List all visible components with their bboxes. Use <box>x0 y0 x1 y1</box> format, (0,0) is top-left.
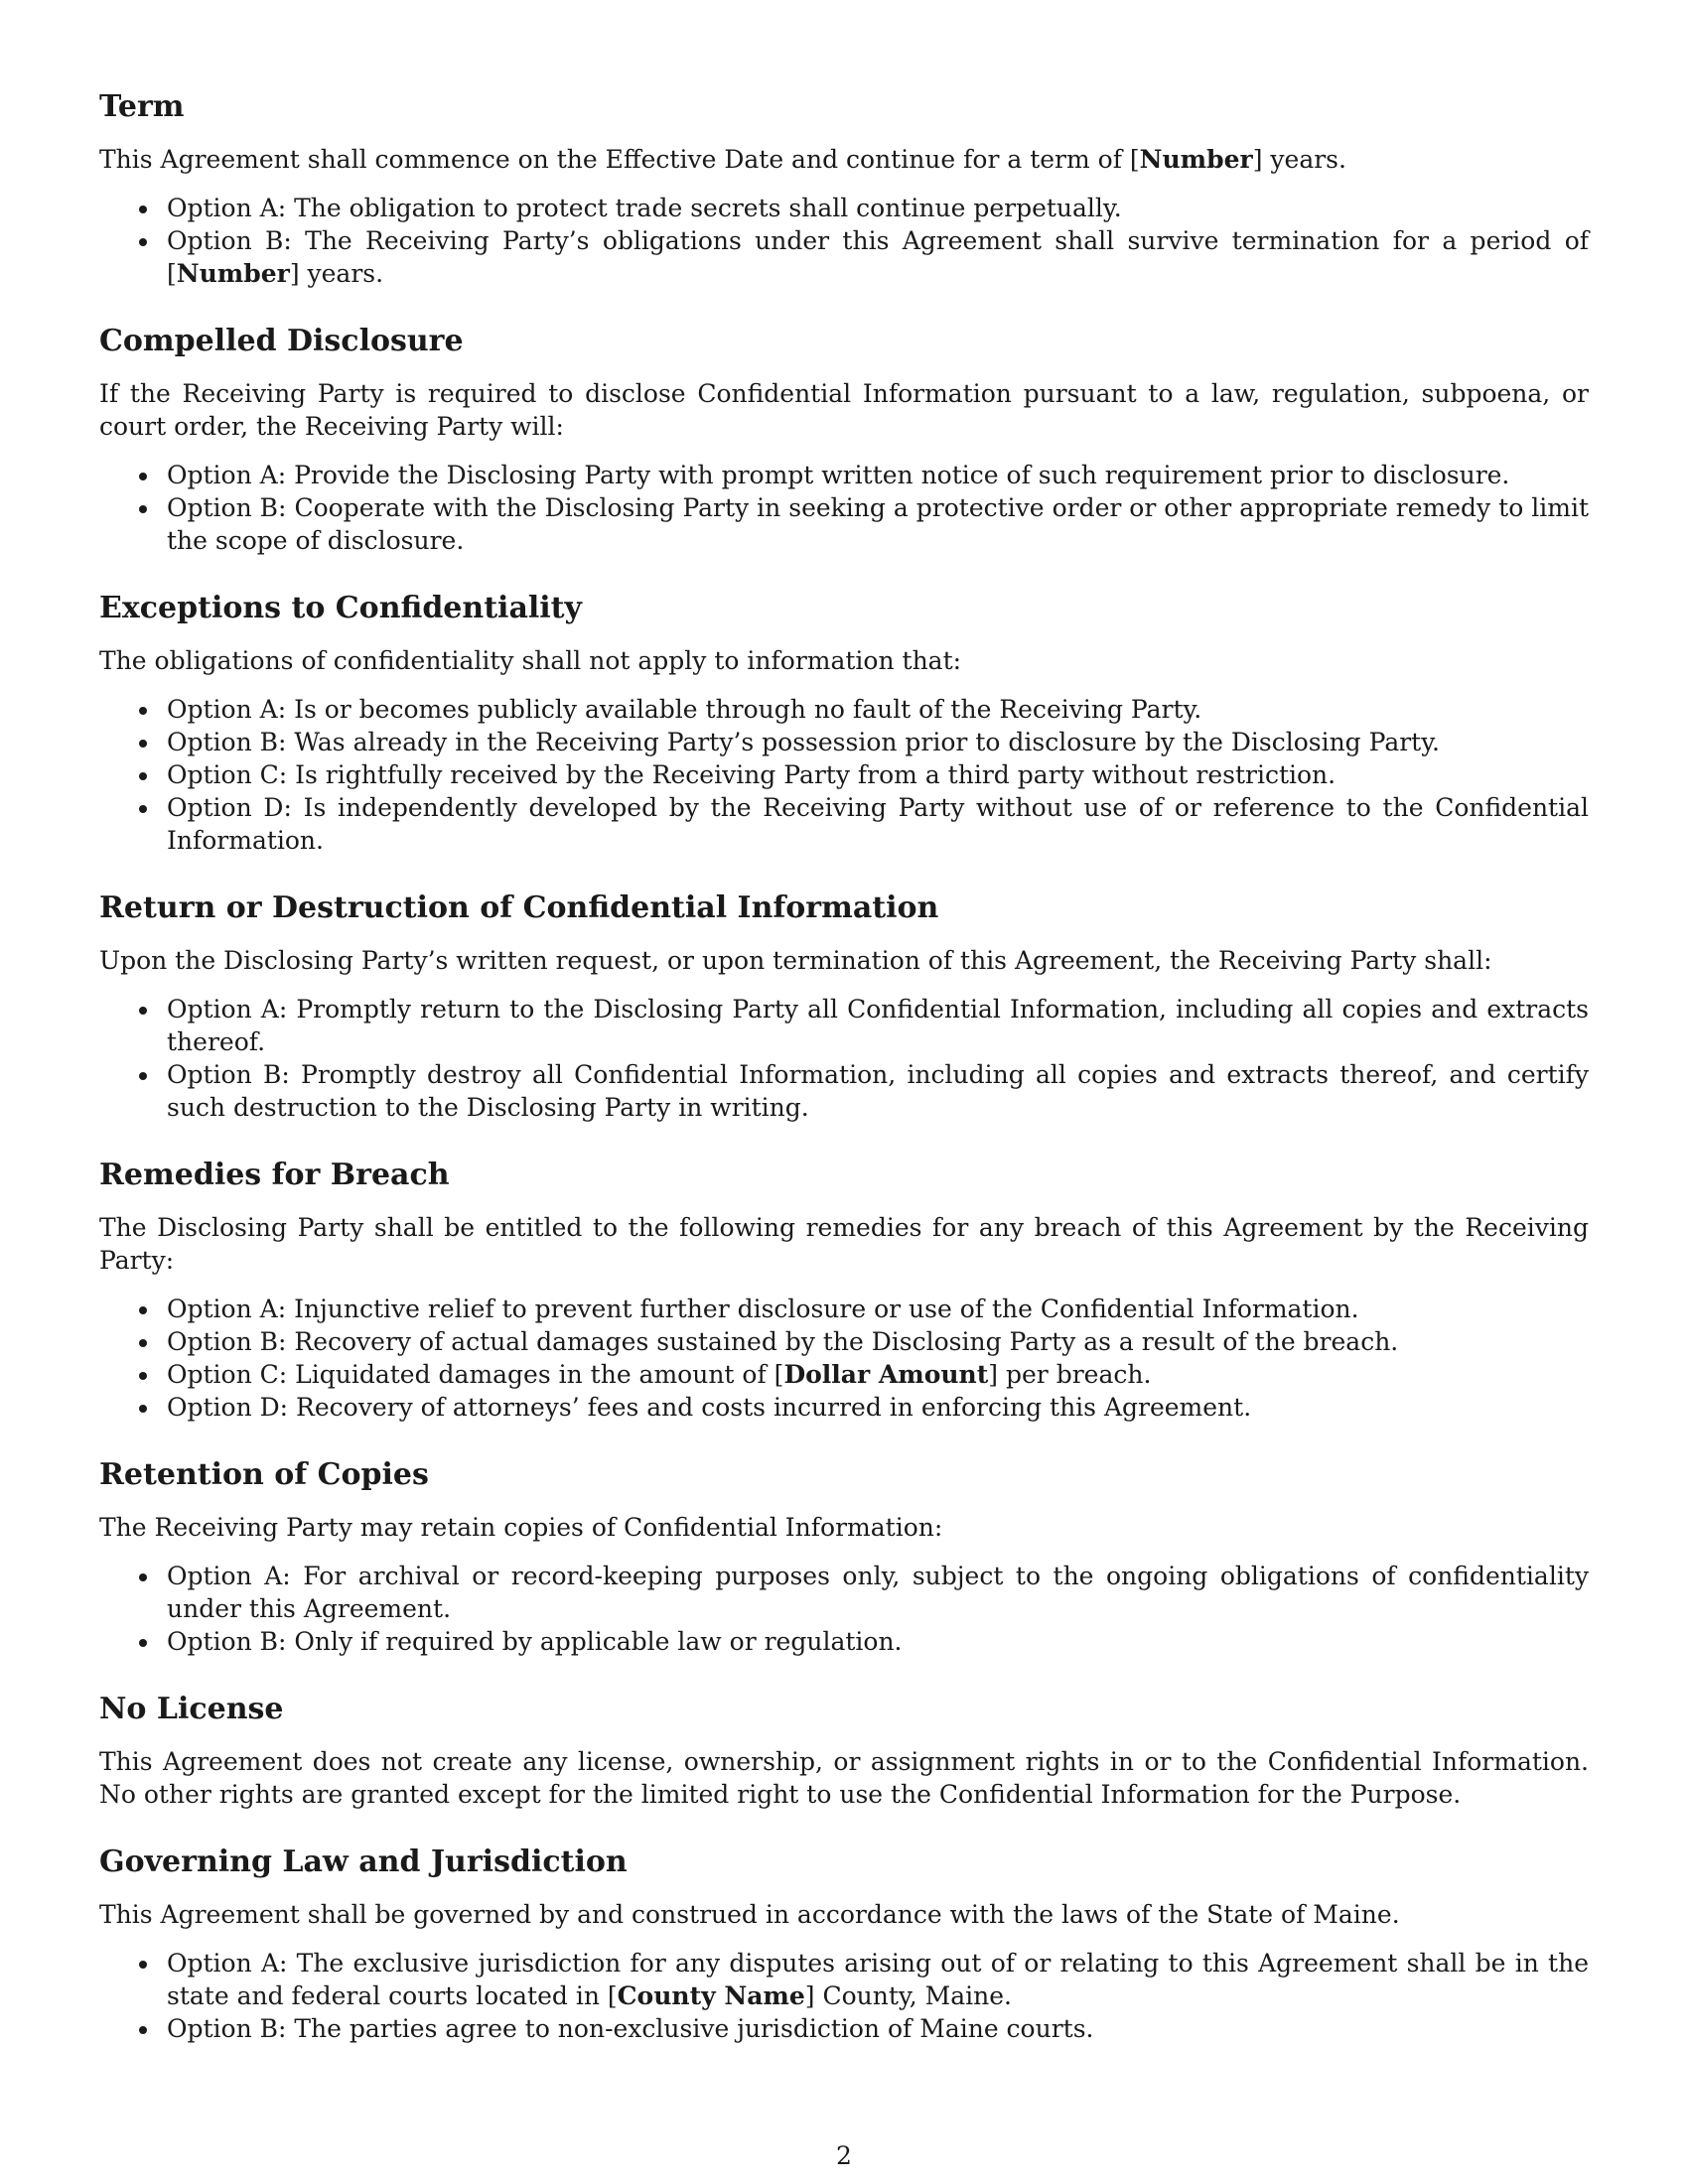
text-run: Option C: Liquidated damages in the amount of [ <box>167 1360 784 1389</box>
option-item <box>99 791 1589 857</box>
section <box>99 89 1589 290</box>
placeholder-field: Number <box>176 259 290 288</box>
text-run: Option B: The parties agree to non-exclusive jurisdiction of Maine courts. <box>167 2014 1094 2043</box>
text-run: Option A: Injunctive relief to prevent further disclosure or use of the Confidential Information. <box>167 1295 1359 1323</box>
section-paragraph <box>99 1745 1589 1811</box>
option-item <box>99 726 1589 758</box>
section <box>99 591 1589 857</box>
text-run: This Agreement shall be governed by and construed in accordance with the laws of the State of Maine. <box>99 1900 1400 1929</box>
text-run: Option B: Promptly destroy all Confidential Information, including all copies and extracts thereof, and certify such destruction to the Disclosing Party in writing. <box>167 1060 1589 1122</box>
option-item <box>99 758 1589 791</box>
text-run: ] per breach. <box>988 1360 1152 1389</box>
option-list <box>99 1293 1589 1424</box>
bullet-icon <box>139 1306 147 1314</box>
section-heading: Exceptions to Confidentiality <box>99 591 582 625</box>
text-run: Upon the Disclosing Party’s written request, or upon termination of this Agreement, the Receiving Party shall: <box>99 946 1492 975</box>
option-item <box>99 1058 1589 1124</box>
option-item <box>99 993 1589 1058</box>
section-heading: Governing Law and Jurisdiction <box>99 1844 628 1879</box>
option-list <box>99 993 1589 1124</box>
bullet-icon <box>139 1961 147 1969</box>
option-item <box>99 693 1589 726</box>
option-item <box>99 1947 1589 2012</box>
text-run: Option C: Is rightfully received by the Receiving Party from a third party without restriction. <box>167 760 1336 789</box>
section-paragraph <box>99 644 1589 677</box>
text-run: Option A: Is or becomes publicly available through no fault of the Receiving Party. <box>167 695 1202 724</box>
bullet-icon <box>139 1072 147 1080</box>
option-item <box>99 1325 1589 1358</box>
bullet-icon <box>139 1573 147 1581</box>
section-heading: Term <box>99 89 185 124</box>
bullet-icon <box>139 1372 147 1380</box>
option-item <box>99 1293 1589 1325</box>
bullet-icon <box>139 707 147 715</box>
section <box>99 324 1589 557</box>
section <box>99 1457 1589 1658</box>
bullet-icon <box>139 740 147 748</box>
text-run: The obligations of confidentiality shall not apply to information that: <box>99 646 962 675</box>
text-run: Option A: The obligation to protect trade secrets shall continue perpetually. <box>167 194 1122 222</box>
section-heading: Compelled Disclosure <box>99 324 464 358</box>
section-paragraph <box>99 377 1589 443</box>
section <box>99 1158 1589 1424</box>
text-run: The Receiving Party may retain copies of Confidential Information: <box>99 1513 943 1542</box>
section-heading: Remedies for Breach <box>99 1158 450 1192</box>
bullet-icon <box>139 205 147 213</box>
section-heading: No License <box>99 1692 284 1726</box>
option-item <box>99 192 1589 224</box>
option-list <box>99 459 1589 557</box>
section-paragraph <box>99 944 1589 977</box>
placeholder-field: Number <box>1139 145 1253 174</box>
placeholder-field: County Name <box>617 1981 805 2010</box>
option-list <box>99 693 1589 857</box>
text-run: ] years. <box>1252 145 1346 174</box>
page-number: 2 <box>836 2141 852 2170</box>
section-paragraph <box>99 1211 1589 1277</box>
bullet-icon <box>139 1639 147 1647</box>
bullet-icon <box>139 1007 147 1015</box>
text-run: If the Receiving Party is required to disclose Confidential Information pursuant to a law, regulation, subpoena, or court order, the Receiving Party will: <box>99 379 1589 441</box>
option-item <box>99 224 1589 290</box>
bullet-icon <box>139 505 147 513</box>
bullet-icon <box>139 772 147 780</box>
section-heading: Retention of Copies <box>99 1457 429 1492</box>
section <box>99 1844 1589 2045</box>
option-item <box>99 1560 1589 1625</box>
text-run: Option B: Only if required by applicable law or regulation. <box>167 1627 903 1656</box>
text-run: Option D: Is independently developed by the Receiving Party without use of or reference to the Confidential Information. <box>167 793 1589 855</box>
text-run: Option B: The Receiving Party’s obligations under this Agreement shall survive termination for a period of [ <box>167 226 1589 288</box>
option-item <box>99 1391 1589 1424</box>
section-heading: Return or Destruction of Confidential Information <box>99 890 939 925</box>
bullet-icon <box>139 1339 147 1347</box>
text-run: This Agreement shall commence on the Effective Date and continue for a term of [ <box>99 145 1140 174</box>
text-run: Option D: Recovery of attorneys’ fees and costs incurred in enforcing this Agreement. <box>167 1393 1252 1422</box>
text-run: ] years. <box>289 259 384 288</box>
bullet-icon <box>139 1405 147 1413</box>
text-run: Option A: The exclusive jurisdiction for any disputes arising out of or relating to this Agreement shall be in the state and federal courts located in [ <box>167 1949 1589 2010</box>
section <box>99 1692 1589 1811</box>
text-run: Option A: Provide the Disclosing Party with prompt written notice of such requirement prior to disclosure. <box>167 461 1510 489</box>
option-list <box>99 1947 1589 2045</box>
option-list <box>99 1560 1589 1658</box>
option-item <box>99 459 1589 491</box>
bullet-icon <box>139 238 147 246</box>
text-run: This Agreement does not create any license, ownership, or assignment rights in or to the Confidential Information. No other rights are granted except for the limited right to use the Confidential Information for the Purpose. <box>99 1747 1589 1809</box>
section-paragraph <box>99 143 1589 176</box>
option-list <box>99 192 1589 290</box>
bullet-icon <box>139 805 147 813</box>
option-item <box>99 1358 1589 1391</box>
bullet-icon <box>139 2026 147 2034</box>
section <box>99 890 1589 1124</box>
text-run: ] County, Maine. <box>804 1981 1012 2010</box>
document-page <box>99 89 1589 2079</box>
text-run: Option A: Promptly return to the Disclosing Party all Confidential Information, including all copies and extracts thereof. <box>167 995 1589 1056</box>
text-run: Option B: Was already in the Receiving Party’s possession prior to disclosure by the Disclosing Party. <box>167 728 1440 756</box>
section-paragraph <box>99 1511 1589 1544</box>
text-run: Option B: Cooperate with the Disclosing Party in seeking a protective order or other appropriate remedy to limit the scope of disclosure. <box>167 493 1589 555</box>
option-item <box>99 491 1589 557</box>
section-paragraph <box>99 1898 1589 1931</box>
placeholder-field: Dollar Amount <box>783 1360 989 1389</box>
bullet-icon <box>139 473 147 480</box>
text-run: Option A: For archival or record-keeping purposes only, subject to the ongoing obligations of confidentiality under this Agreement. <box>167 1562 1589 1623</box>
option-item <box>99 2012 1589 2045</box>
text-run: Option B: Recovery of actual damages sustained by the Disclosing Party as a result of the breach. <box>167 1327 1399 1356</box>
option-item <box>99 1625 1589 1658</box>
text-run: The Disclosing Party shall be entitled to the following remedies for any breach of this Agreement by the Receiving Party: <box>99 1213 1589 1275</box>
